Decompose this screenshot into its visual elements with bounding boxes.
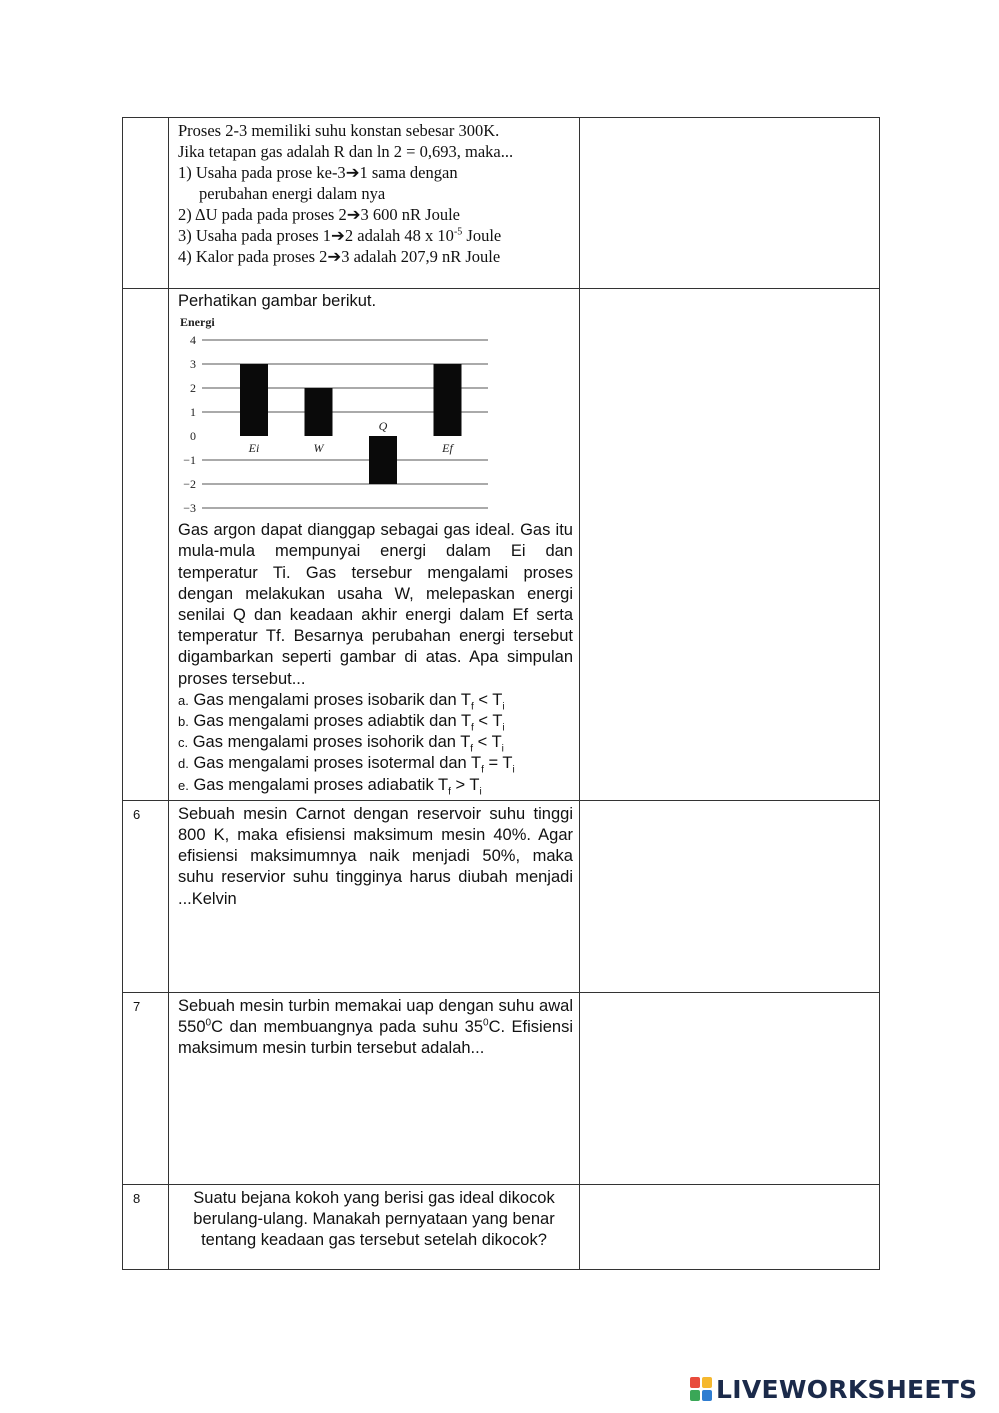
answer-cell[interactable] — [580, 118, 880, 289]
liveworksheets-logo-icon — [690, 1377, 712, 1401]
chart-category-label: Ei — [248, 441, 260, 456]
chart-bar — [369, 436, 397, 484]
answer-cell[interactable] — [580, 289, 880, 801]
question-number: 6 — [123, 800, 169, 992]
question-line: Proses 2-3 memiliki suhu konstan sebesar 300K. — [178, 121, 500, 140]
arrow-right-icon: ➔ — [327, 247, 342, 266]
chart-tick-label: −3 — [183, 501, 196, 515]
chart-category-label: Q — [378, 419, 388, 434]
question-cell — [169, 118, 580, 289]
chart-tick-label: −1 — [183, 453, 196, 468]
statement-1-continued: perubahan energi dalam nya — [199, 184, 386, 203]
question-text: Sebuah mesin Carnot dengan reservoir suhu tinggi 800 K, maka efisiensi maksimum mesin 40%. Agar efisiensi maksimumnya naik menjadi 50%, maka suhu reservior suhu tingginya harus diubah menjadi ...Kelvin — [178, 804, 573, 908]
chart-bar — [305, 388, 333, 436]
question-number — [123, 118, 169, 289]
energy-bar-chart — [178, 314, 498, 514]
arrow-right-icon: ➔ — [345, 163, 360, 182]
option-b[interactable]: b. Gas mengalami proses adiabtik dan $T_f < T_i$ — [178, 712, 505, 734]
question-row — [123, 1184, 880, 1269]
worksheet — [122, 117, 879, 1270]
option-c[interactable]: c. Gas mengalami proses isohorik dan $T_f < T_i$ — [178, 733, 504, 755]
answer-cell[interactable] — [580, 800, 880, 992]
arrow-right-icon: ➔ — [331, 226, 345, 245]
question-number: 8 — [123, 1184, 169, 1269]
question-number: 7 — [123, 992, 169, 1184]
chart-tick-label: 2 — [190, 381, 196, 396]
question-cell — [169, 1184, 580, 1269]
chart-category-label: Ef — [442, 441, 453, 456]
statement-1: 1) Usaha pada prose ke-3➔1 sama dengan — [178, 163, 458, 182]
chart-bar — [434, 364, 462, 436]
questions-table — [122, 117, 880, 1270]
chart-tick-label: −2 — [183, 477, 196, 492]
option-a[interactable]: a. Gas mengalami proses isobarik dan $T_f < T_i$ — [178, 690, 505, 713]
question-cell — [169, 800, 580, 992]
question-paragraph: Gas argon dapat dianggap sebagai gas ideal. Gas itu mula-mula mempunyai energi dalam Ei dan temperatur Ti. Gas tersebur mengalami proses dengan melakukan usaha W, melepaskan energi senilai Q dan keadaan akhir energi dalam Ef serta temperatur Tf. Besarnya perubahan energi tersebut digambarkan seperti gambar di atas. Apa simpulan proses tersebut... — [178, 521, 573, 688]
statement-3: 3) Usaha pada proses 1➔2 adalah 48 x $10^{-5}$ Joule — [178, 226, 502, 245]
liveworksheets-brand: LIVEWORKSHEETS — [716, 1374, 978, 1404]
answer-cell[interactable] — [580, 992, 880, 1184]
arrow-right-icon: ➔ — [346, 205, 361, 224]
question-number — [123, 289, 169, 801]
chart-ylabel: Energi — [180, 315, 215, 330]
question-row — [123, 118, 880, 289]
liveworksheets-logo — [690, 1374, 977, 1404]
question-row — [123, 800, 880, 992]
question-line: Jika tetapan gas adalah R dan ln 2 = 0,693, maka... — [178, 142, 514, 161]
chart-tick-label: 0 — [190, 429, 196, 444]
question-cell — [169, 289, 580, 801]
option-d[interactable]: d. Gas mengalami proses isotermal dan $T_f = T_i$ — [178, 754, 515, 776]
question-row — [123, 992, 880, 1184]
question-intro: Perhatikan gambar berikut. — [178, 292, 377, 310]
option-e[interactable]: e. Gas mengalami proses adiabatik $T_f > T_i$ — [178, 775, 482, 797]
chart-bar — [240, 364, 268, 436]
question-text: Sebuah mesin turbin memakai uap dengan suhu awal $550^0C$ dan membuangnya pada suhu $35^0C$. Efisiensi maksimum mesin turbin tersebut adalah... — [178, 996, 573, 1058]
question-row — [123, 289, 880, 801]
answer-cell[interactable] — [580, 1184, 880, 1269]
chart-category-label: W — [313, 441, 324, 456]
chart-tick-label: 3 — [190, 357, 196, 372]
chart-tick-label: 4 — [190, 333, 196, 348]
chart-tick-label: 1 — [190, 405, 196, 420]
statement-4: 4) Kalor pada proses 2➔3 adalah 207,9 nR Joule — [178, 247, 501, 266]
statement-2: 2) ΔU pada pada proses 2➔3 600 nR Joule — [178, 205, 460, 224]
question-text: Suatu bejana kokoh yang berisi gas ideal dikocok berulang-ulang. Manakah pernyataan yang benar tentang keadaan gas tersebut setelah dikocok? — [193, 1188, 555, 1250]
question-cell — [169, 992, 580, 1184]
